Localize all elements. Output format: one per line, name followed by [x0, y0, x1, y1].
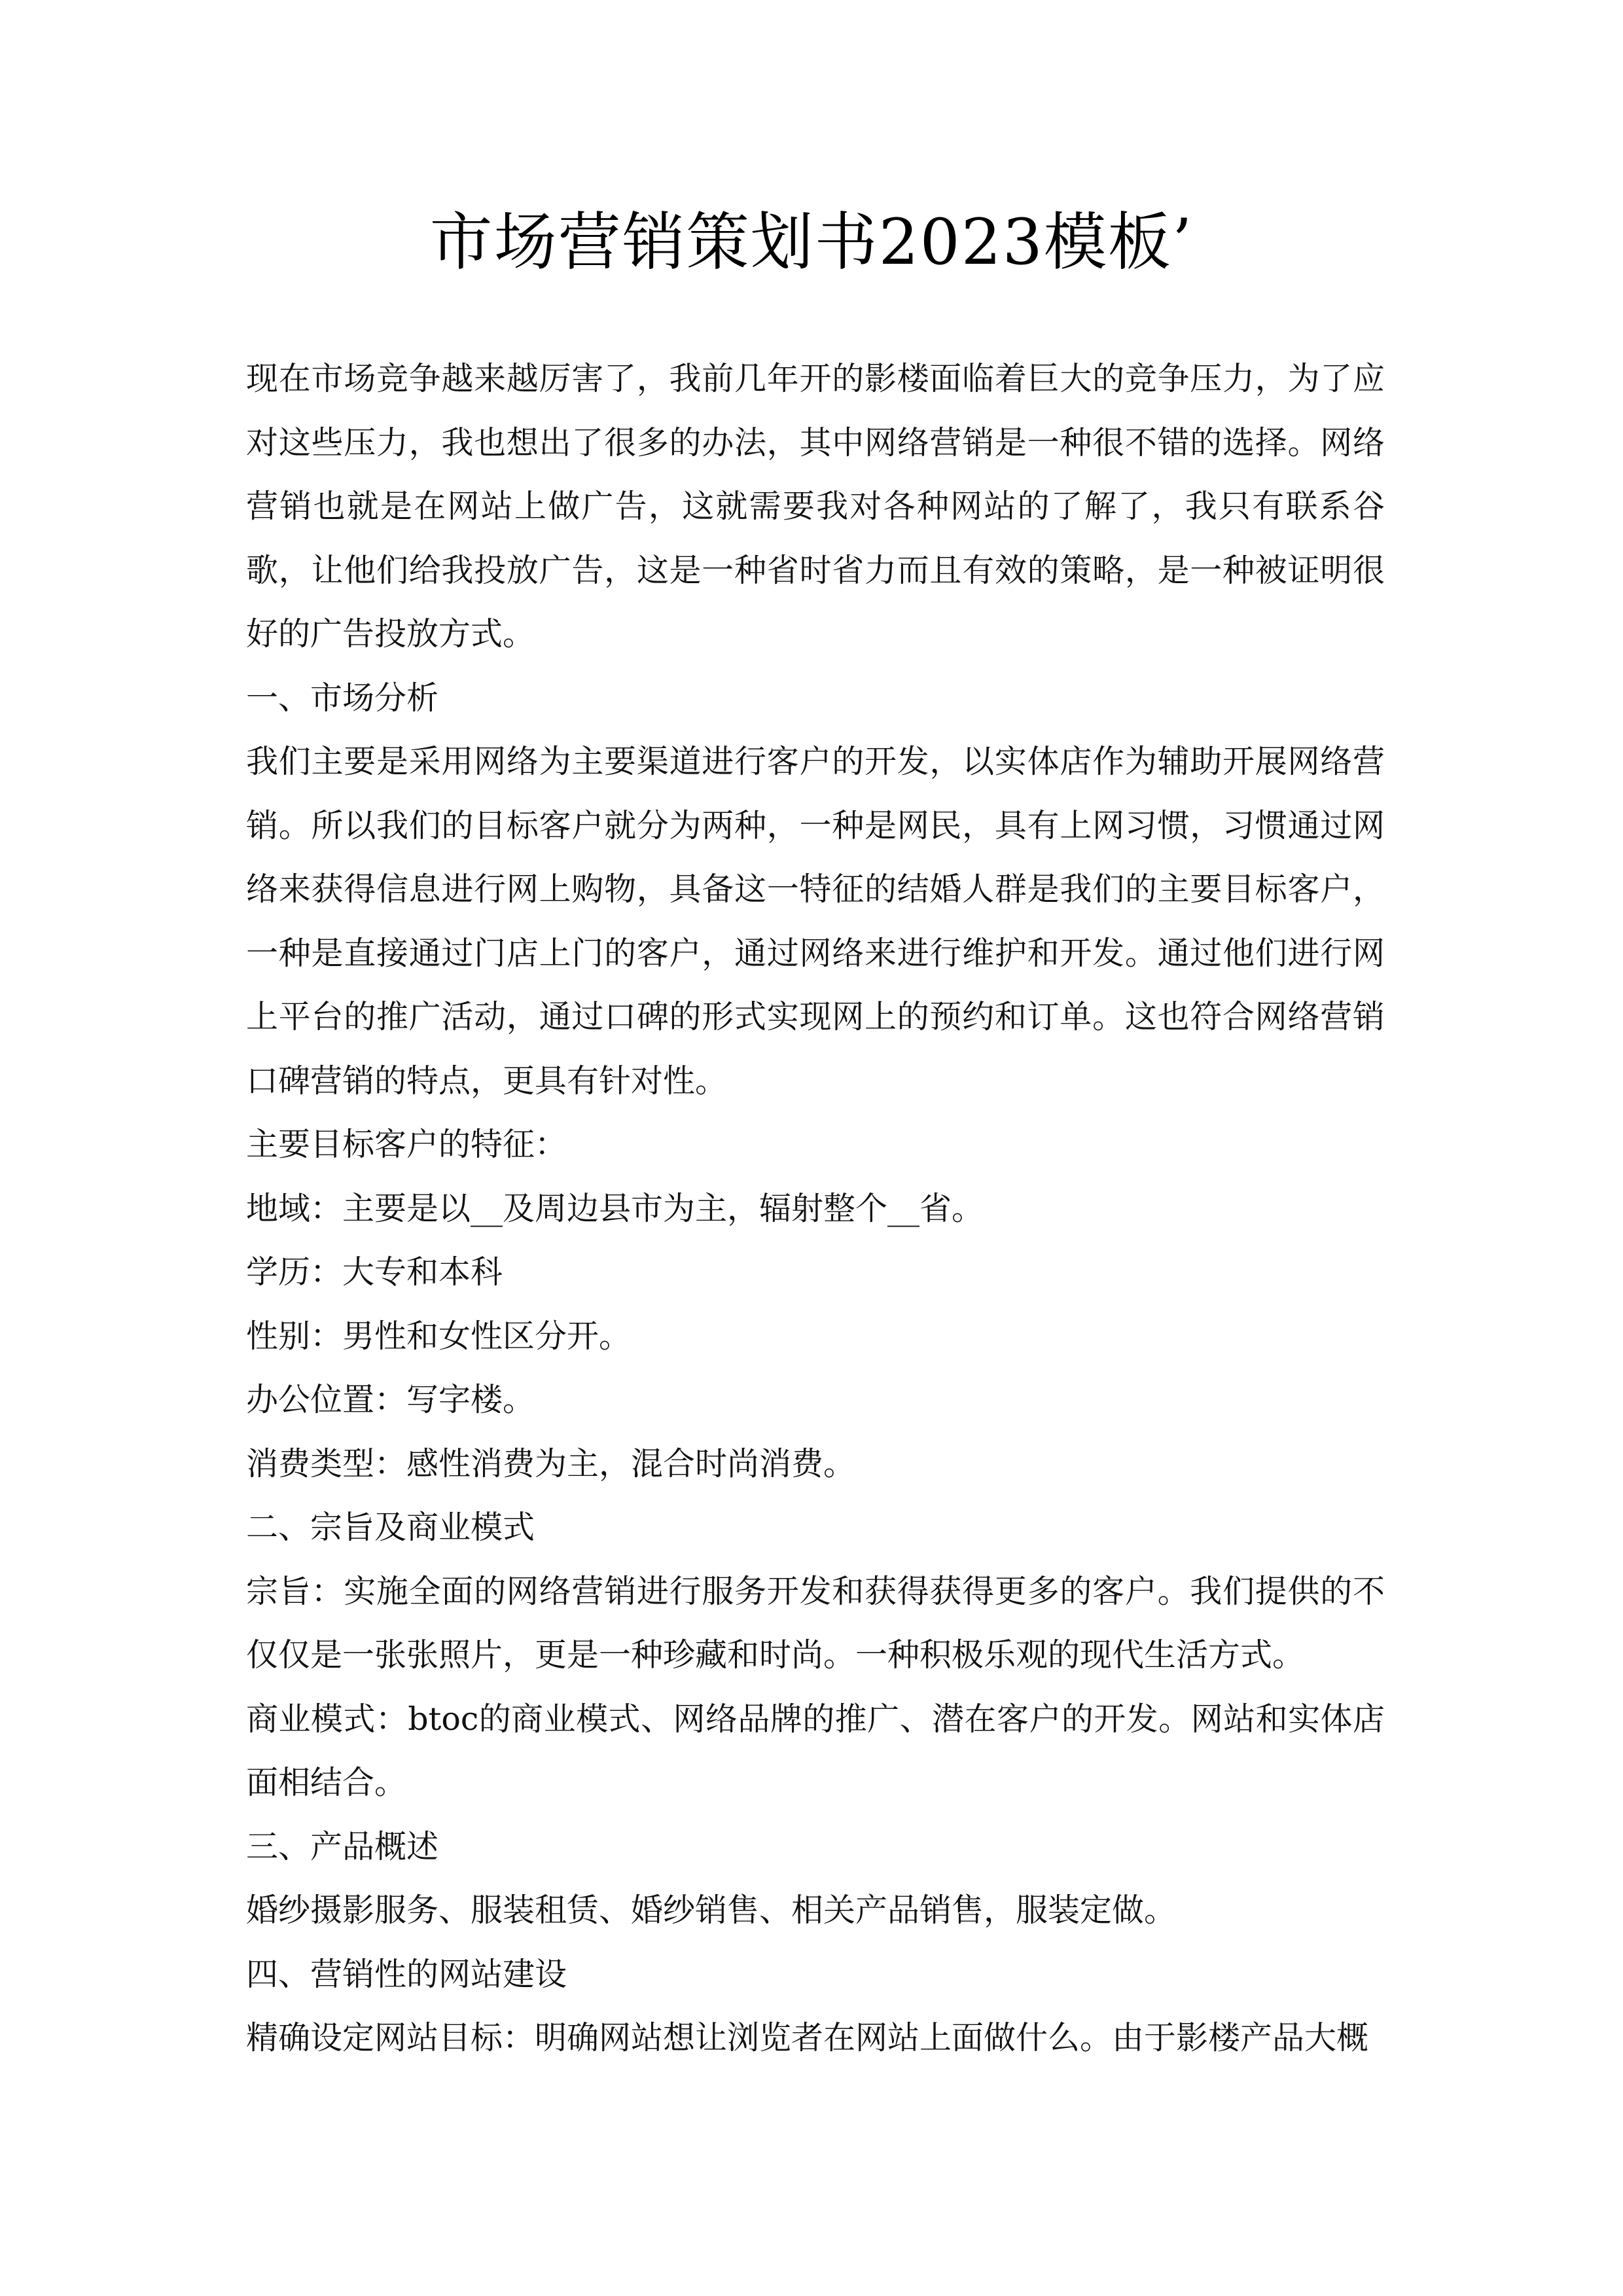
feature-education: 学历：大专和本科 [246, 1253, 503, 1291]
section-heading-purpose-business-model: 二、宗旨及商业模式 [246, 1509, 535, 1546]
section-heading-product-overview: 三、产品概述 [246, 1827, 439, 1865]
product-overview-paragraph: 婚纱摄影服务、服装租赁、婚纱销售、相关产品销售，服装定做。 [246, 1892, 1177, 1929]
purpose-paragraph: 宗旨：实施全面的网络营销进行服务开发和获得获得更多的客户。我们提供的不仅仅是一张张照片，更是一种珍藏和时尚。一种积极乐观的现代生活方式。 [246, 1572, 1385, 1674]
target-customer-features-label: 主要目标客户的特征： [246, 1126, 567, 1163]
section-heading-website-construction: 四、营销性的网站建设 [246, 1955, 567, 1993]
intro-paragraph: 现在市场竞争越来越厉害了，我前几年开的影楼面临着巨大的竞争压力，为了应对这些压力，我也想出了很多的办法，其中网络营销是一种很不错的选择。网络营销也就是在网站上做广告，这就需要我对各种网站的了解了，我只有联系谷歌，让他们给我投放广告，这是一种省时省力而且有效的策略，是一种被证明很好的广告投放方式。 [246, 360, 1385, 653]
document-title: 市场营销策划书2023模板’ [429, 206, 1194, 279]
section-heading-market-analysis: 一、市场分析 [246, 679, 439, 717]
feature-gender: 性别：男性和女性区分开。 [246, 1317, 632, 1355]
market-analysis-paragraph: 我们主要是采用网络为主要渠道进行客户的开发，以实体店作为辅助开展网络营销。所以我们的目标客户就分为两种，一种是网民，具有上网习惯，习惯通过网络来获得信息进行网上购物，具备这一特征的结婚人群是我们的主要目标客户，一种是直接通过门店上门的客户，通过网络来进行维护和开发。通过他们进行网上平台的推广活动，通过口碑的形式实现网上的预约和订单。这也符合网络营销口碑营销的特点，更具有针对性。 [246, 743, 1385, 1100]
feature-consumption-type: 消费类型：感性消费为主，混合时尚消费。 [246, 1444, 856, 1482]
website-goal-paragraph: 精确设定网站目标：明确网站想让浏览者在网站上面做什么。由于影楼产品大概 [246, 2019, 1369, 2056]
business-model-paragraph: 商业模式：btoc的商业模式、网络品牌的推广、潜在客户的开发。网站和实体店面相结合。 [246, 1700, 1385, 1801]
document-body [246, 347, 1385, 2070]
feature-office-location: 办公位置：写字楼。 [246, 1381, 535, 1418]
feature-region: 地域：主要是以__及周边县市为主，辐射整个__省。 [246, 1189, 984, 1227]
